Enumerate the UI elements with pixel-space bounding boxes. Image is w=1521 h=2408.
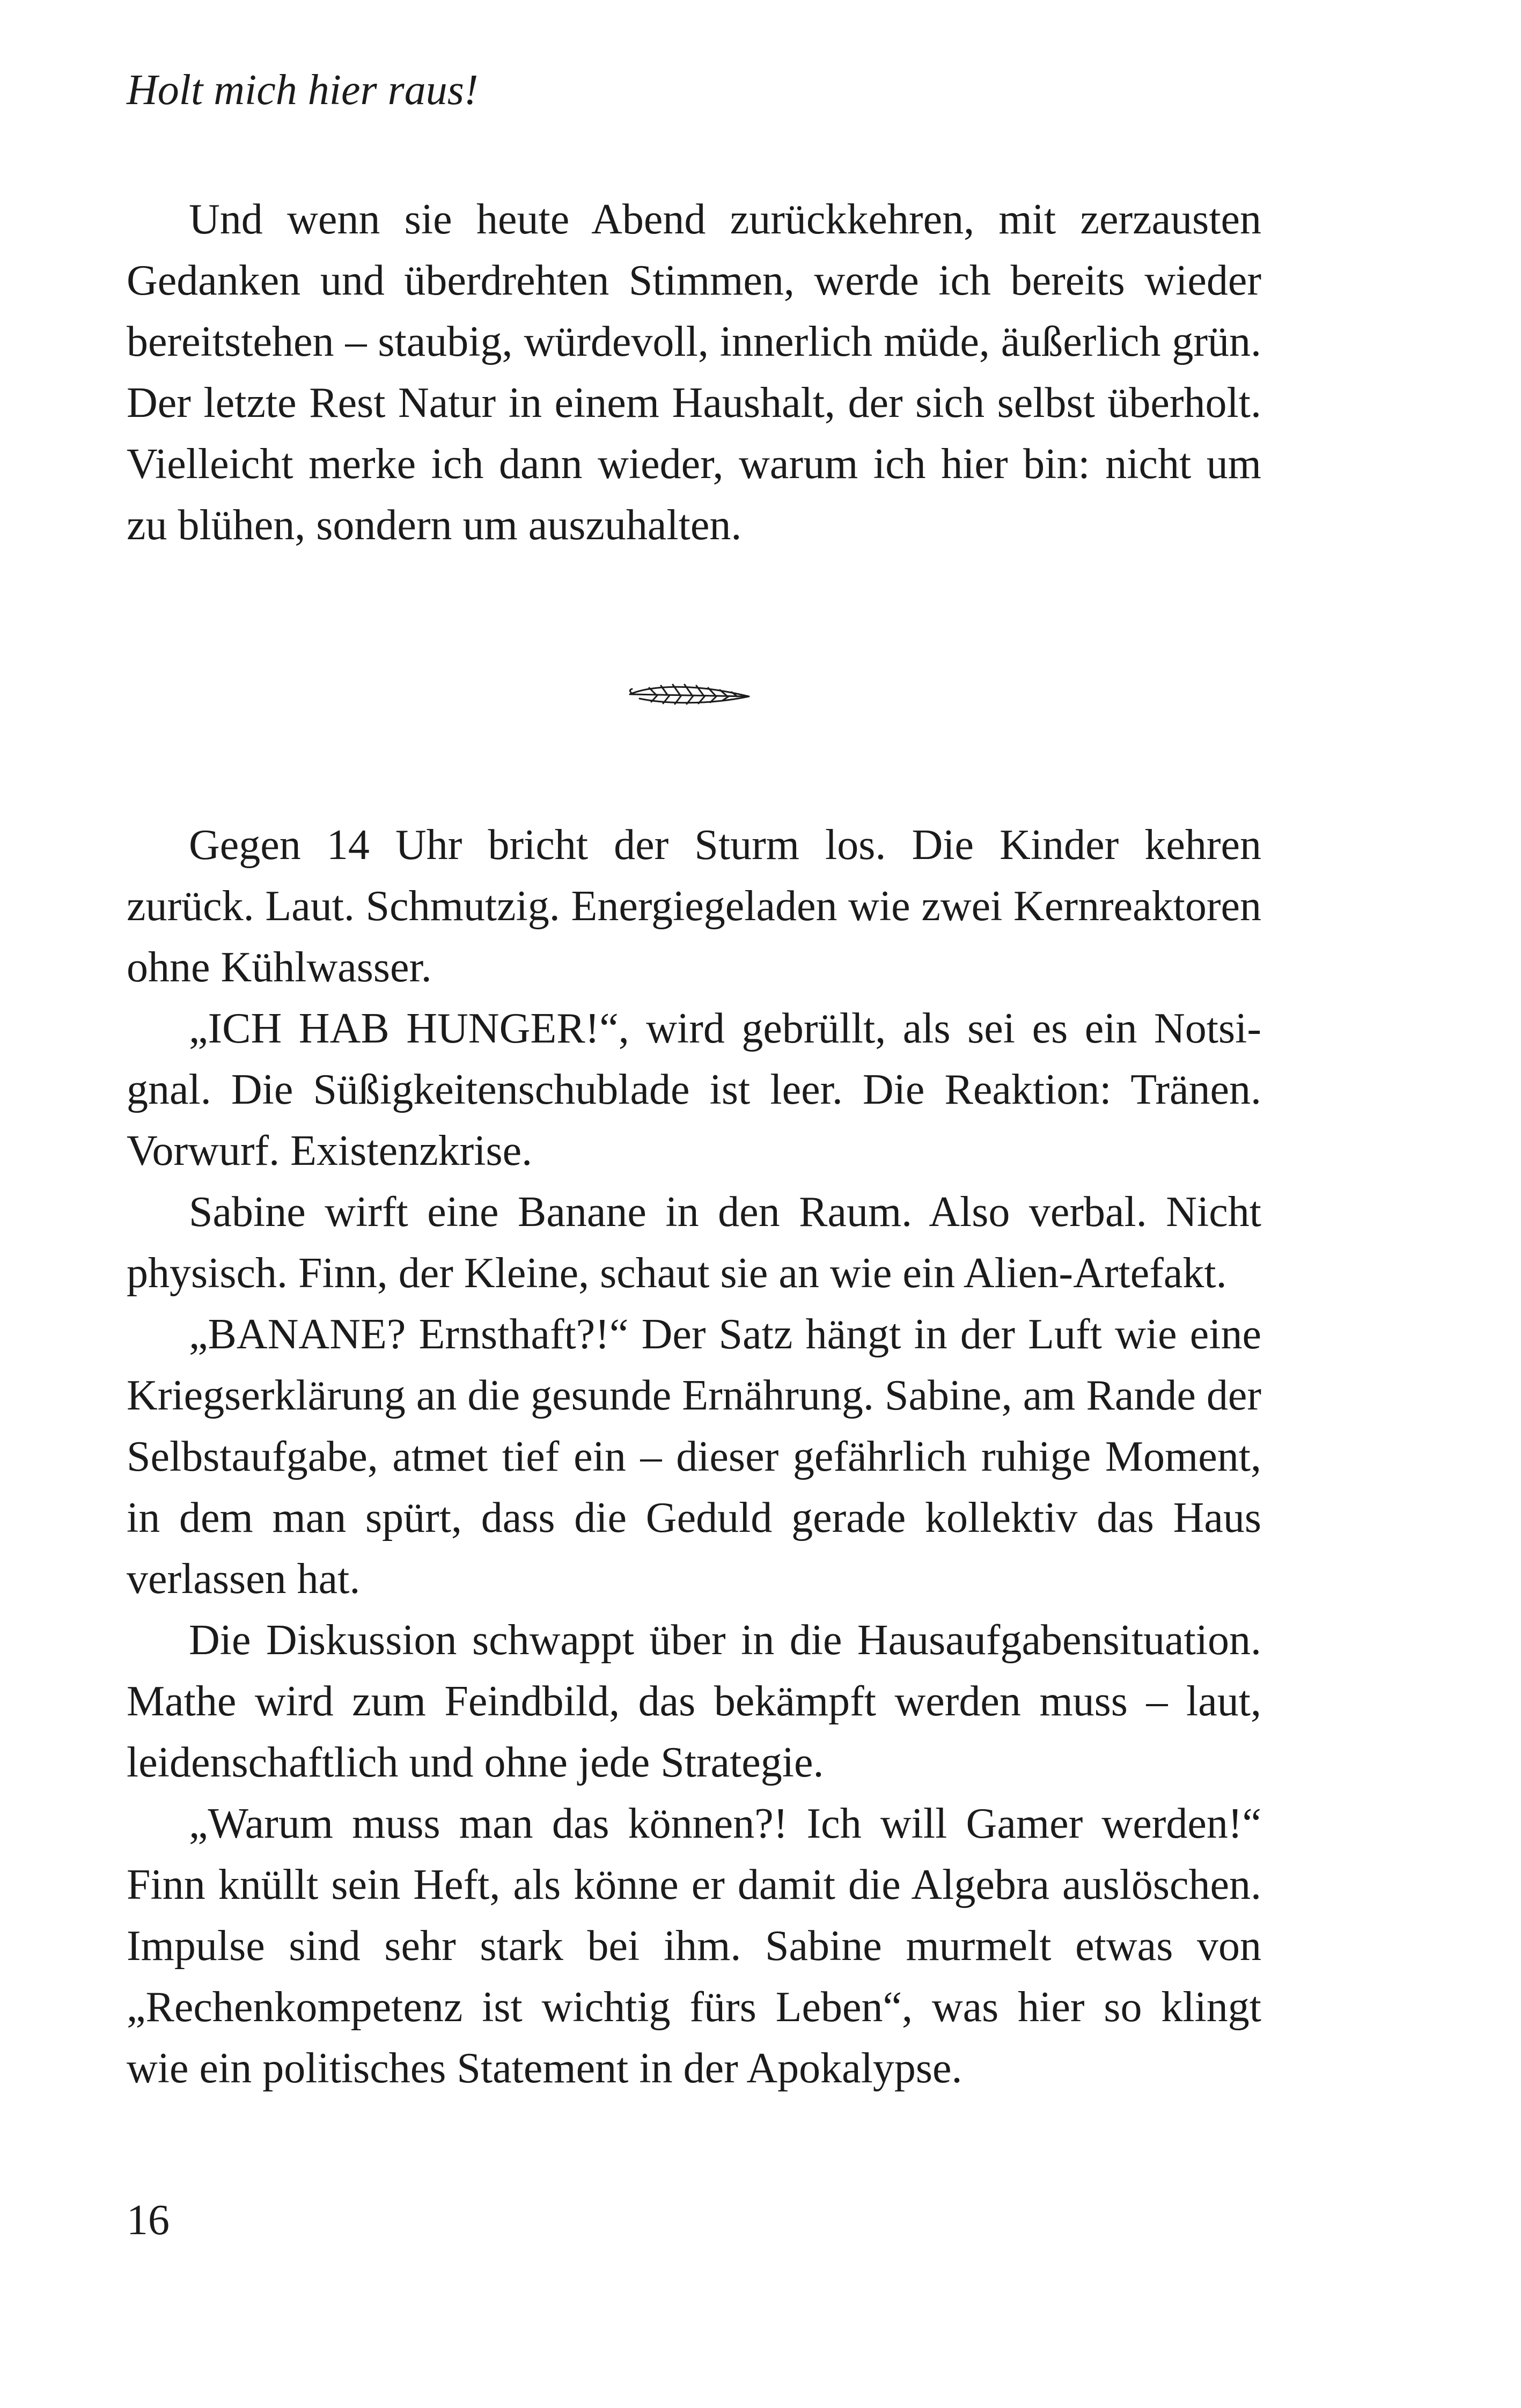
running-head: Holt mich hier raus!: [127, 67, 479, 114]
leaf-icon: [628, 680, 752, 708]
paragraph: Die Diskussion schwappt über in die Hausaufgabensituation. Mathe wird zum Feindbild, das bekämpft werden muss – laut, leidenschaftlich und ohne jede Strategie.: [127, 1617, 1261, 1786]
paragraph: „ICH HAB HUNGER!“, wird gebrüllt, als sei es ein Notsignal. Die Süßigkeitenschublade ist leer. Die Reaktion: Tränen. Vorwurf. Existenzkrise.: [127, 1005, 1261, 1174]
paragraph: „Warum muss man das können?! Ich will Gamer werden!“ Finn knüllt sein Heft, als könne er damit die Algebra auslöschen. Impulse sind sehr stark bei ihm. Sabine murmelt etwas von „Rechenkompetenz ist wichtig fürs Leben“, was hier so klingt wie ein politisches Statement in der Apokalypse.: [127, 1800, 1261, 2092]
paragraph: Gegen 14 Uhr bricht der Sturm los. Die Kinder kehren zurück. Laut. Schmutzig. Energiegeladen wie zwei Kernreaktoren ohne Kühlwasser.: [127, 821, 1261, 991]
paragraph: „BANANE? Ernsthaft?!“ Der Satz hängt in der Luft wie eine Kriegserklärung an die gesunde Ernährung. Sabine, am Rande der Selbstaufgabe, atmet tief ein – dieser gefährlich ruhige Moment, in dem man spürt, dass die Geduld gerade kollektiv das Haus verlassen hat.: [127, 1311, 1261, 1603]
paragraph: Sabine wirft eine Banane in den Raum. Also verbal. Nicht physisch. Finn, der Kleine, schaut sie an wie ein Alien-Artefakt.: [127, 1188, 1261, 1297]
section-one-text: [127, 189, 1261, 556]
paragraph: Und wenn sie heute Abend zurückkehren, mit zerzausten Gedanken und überdrehten Stimmen, werde ich bereits wieder bereitstehen – staubig, würdevoll, innerlich müde, äußerlich grün. Der letzte Rest Natur in einem Haushalt, der sich selbst überholt. Vielleicht merke ich dann wieder, warum ich hier bin: nicht um zu blühen, sondern um auszuhalten.: [127, 196, 1261, 549]
page-number: 16: [127, 2197, 170, 2244]
section-two-text: [127, 814, 1261, 2099]
